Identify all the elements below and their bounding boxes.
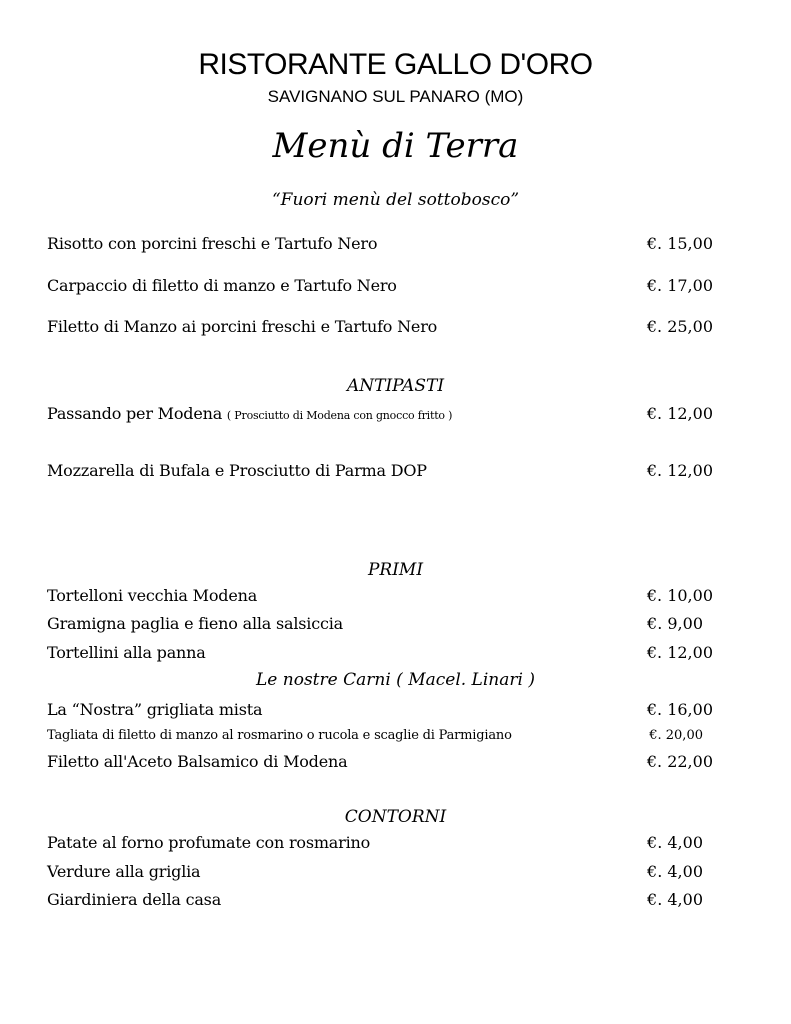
menu-item-name: La “Nostra” grigliata mista [47,700,263,719]
menu-item-label: Passando per Modena [47,404,223,423]
section-title-contorni: CONTORNI [344,807,447,827]
menu-item-price: €. 9,00 [647,614,703,633]
menu-item-name [47,404,452,423]
menu-item-price: €. 20,00 [649,728,703,743]
menu-item-price: €. 15,00 [646,234,713,253]
menu-item-name: Gramigna paglia e fieno alla salsiccia [47,614,343,633]
menu-item-name: Tortellini alla panna [47,643,206,662]
menu-item-price: €. 16,00 [646,700,713,719]
menu-item-name: Verdure alla griglia [47,862,201,881]
menu-item-name: Giardiniera della casa [47,890,222,909]
menu-item-price: €. 25,00 [646,317,713,336]
section-title-primi: PRIMI [367,560,424,580]
menu-item-price: €. 12,00 [646,461,713,480]
menu-title: Menù di Terra [272,126,519,166]
menu-item-name: Patate al forno profumate con rosmarino [47,833,371,852]
menu-item-price: €. 12,00 [646,404,713,423]
menu-item-name: Tagliata di filetto di manzo al rosmarino o rucola e scaglie di Parmigiano [47,728,512,743]
section-title-fuori-menu: “Fuori menù del sottobosco” [271,190,520,210]
menu-item-name: Filetto di Manzo ai porcini freschi e Tartufo Nero [47,317,438,336]
menu-item-price: €. 10,00 [646,586,713,605]
restaurant-location: SAVIGNANO SUL PANARO (MO) [267,87,524,106]
menu-item-price: €. 22,00 [646,752,713,771]
menu-item-price: €. 4,00 [647,833,703,852]
menu-item-name: Risotto con porcini freschi e Tartufo Nero [47,234,378,253]
menu-item-name: Tortelloni vecchia Modena [47,586,258,605]
menu-item-name: Carpaccio di filetto di manzo e Tartufo Nero [47,276,397,295]
section-title-carni: Le nostre Carni ( Macel. Linari ) [256,670,535,690]
menu-item-price: €. 4,00 [647,862,703,881]
menu-item-name: Filetto all'Aceto Balsamico di Modena [47,752,348,771]
section-title-antipasti: ANTIPASTI [346,376,445,396]
restaurant-name: RISTORANTE GALLO D'ORO [198,48,593,81]
menu-item-price: €. 4,00 [647,890,703,909]
menu-item-price: €. 17,00 [646,276,713,295]
menu-item-note: ( Prosciutto di Modena con gnocco fritto ) [226,409,453,422]
menu-item-name: Mozzarella di Bufala e Prosciutto di Parma DOP [47,461,427,480]
menu-item-price: €. 12,00 [646,643,713,662]
